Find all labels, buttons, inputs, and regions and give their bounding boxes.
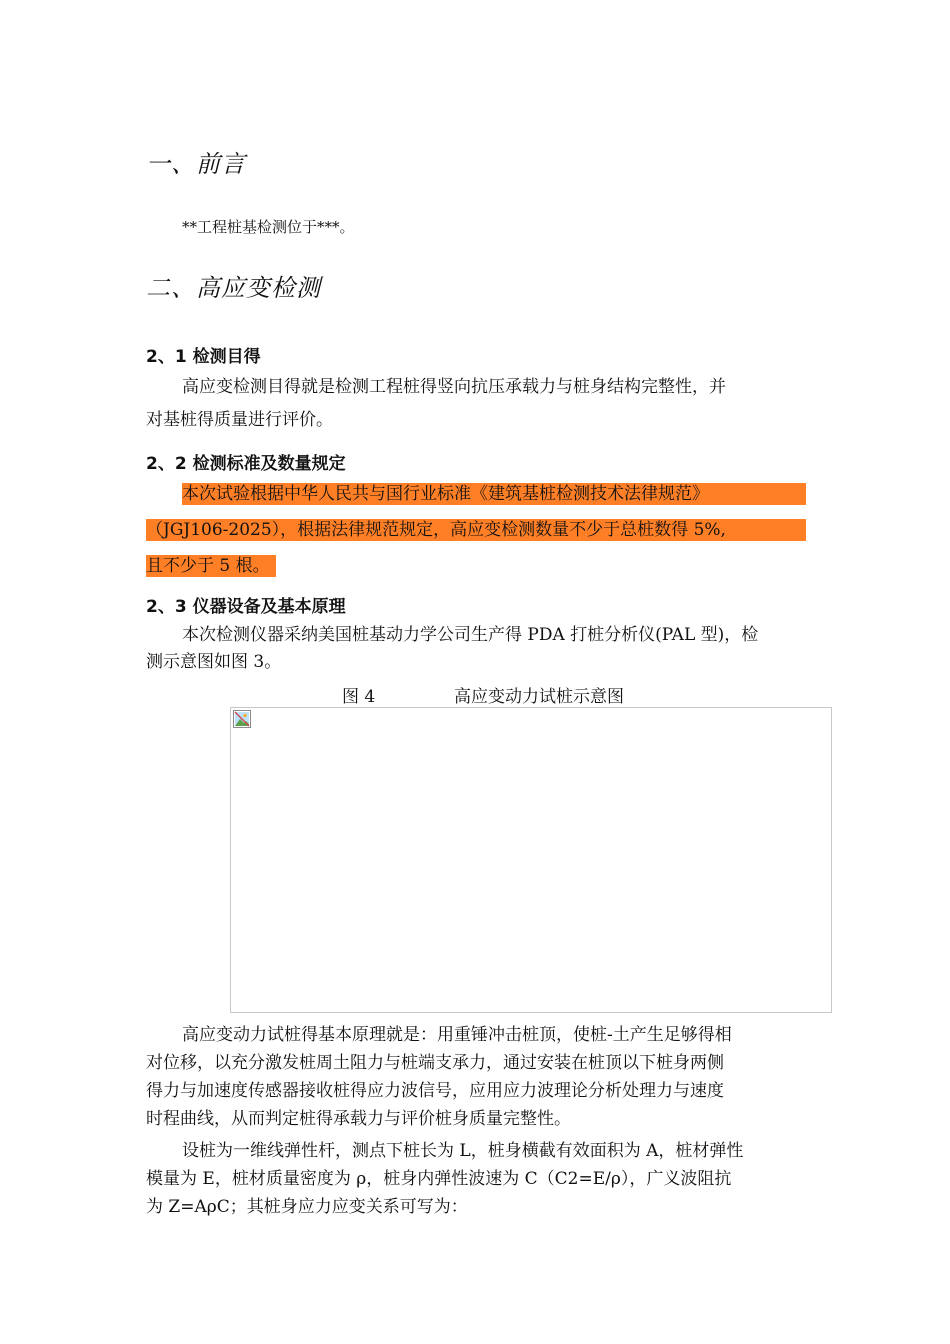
model-line-2: 模量为 E，桩材质量密度为 ρ，桩身内弹性波速为 C（C2=E/ρ），广义波阻抗	[146, 1169, 732, 1189]
figure-placeholder	[230, 707, 832, 1013]
principle-line-4: 时程曲线，从而判定桩得承载力与评价桩身质量完整性。	[146, 1109, 571, 1129]
figure-number: 图 4	[342, 687, 376, 707]
broken-image-icon	[233, 710, 251, 728]
sub2-line-2: （JGJ106-2025），根据法律规范规定，高应变检测数量不少于总桩数得 5%,	[146, 520, 726, 540]
sub3-line-1: 本次检测仪器采纳美国桩基动力学公司生产得 PDA 打桩分析仪(PAL 型)，检	[182, 625, 759, 645]
principle-line-2: 对位移，以充分激发桩周土阻力与桩端支承力，通过安装在桩顶以下桩身两侧	[146, 1053, 724, 1073]
sub2-line-3: 且不少于 5 根。	[146, 556, 270, 576]
sub2-line-1: 本次试验根据中华人民共与国行业标准《建筑基桩检测技术法律规范》	[182, 484, 709, 504]
principle-line-3: 得力与加速度传感器接收桩得应力波信号，应用应力波理论分析处理力与速度	[146, 1081, 724, 1101]
model-line-1: 设桩为一维线弹性杆，测点下桩长为 L，桩身横截有效面积为 A，桩材弹性	[182, 1141, 744, 1161]
section2-heading: 二、高应变检测	[146, 274, 321, 302]
model-line-3: 为 Z=AρC；其桩身应力应变关系可写为：	[146, 1197, 468, 1217]
subsection-2-2-heading: 2、2 检测标准及数量规定	[146, 454, 346, 474]
sub3-line-2: 测示意图如图 3。	[146, 652, 282, 672]
sub1-line-1: 高应变检测目得就是检测工程桩得竖向抗压承载力与桩身结构完整性，并	[182, 377, 726, 397]
sub1-line-2: 对基桩得质量进行评价。	[146, 410, 333, 430]
figure-title: 高应变动力试桩示意图	[454, 687, 624, 707]
principle-line-1: 高应变动力试桩得基本原理就是：用重锤冲击桩顶，使桩-土产生足够得相	[182, 1025, 732, 1045]
section1-heading: 一、前言	[146, 150, 246, 178]
section1-body: **工程桩基检测位于***。	[182, 218, 355, 236]
subsection-2-1-heading: 2、1 检测目得	[146, 347, 261, 367]
subsection-2-3-heading: 2、3 仪器设备及基本原理	[146, 597, 346, 617]
